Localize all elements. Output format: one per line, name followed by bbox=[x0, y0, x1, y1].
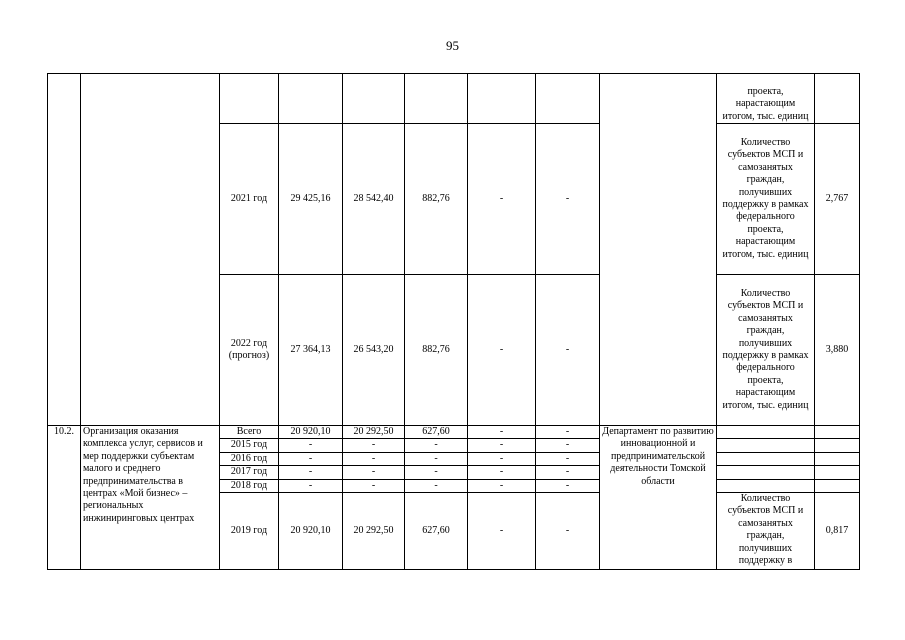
cell-fed: - bbox=[343, 479, 405, 492]
cell-value bbox=[815, 452, 860, 465]
cell-year: 2021 год bbox=[220, 124, 279, 275]
cell-indicator bbox=[717, 74, 815, 124]
cell-indicator: Количество субъектов МСП и самозанятых граждан, получивших поддержку в рамках федерального проекта, нарастающим итогом, тыс. единиц bbox=[717, 275, 815, 426]
cell-name: Организация оказания комплекса услуг, сервисов и мер поддержки субъектам малого и среднего предпринимательства в центрах «Мой бизнес» – региональных инжиниринговых центрах bbox=[81, 426, 220, 570]
cell-total: 29 425,16 bbox=[279, 124, 343, 275]
cell-total: 20 920,10 bbox=[279, 426, 343, 439]
cell-total: - bbox=[279, 452, 343, 465]
cell-year: 2018 год bbox=[220, 479, 279, 492]
indicator-text: проекта, нарастающим итогом, тыс. единиц bbox=[722, 85, 809, 122]
indicator-text: Количество субъектов МСП и самозанятых граждан, получивших поддержку в bbox=[727, 493, 804, 567]
cell-reg: 882,76 bbox=[405, 275, 468, 426]
table-row bbox=[48, 74, 860, 124]
cell-reg: 627,60 bbox=[405, 493, 468, 570]
cell-other bbox=[536, 74, 600, 124]
cell-reg: - bbox=[405, 439, 468, 452]
cell-other: - bbox=[536, 466, 600, 479]
cell-local: - bbox=[468, 439, 536, 452]
cell-total: - bbox=[279, 479, 343, 492]
cell-other: - bbox=[536, 275, 600, 426]
cell-indicator bbox=[717, 493, 815, 570]
cell-other: - bbox=[536, 124, 600, 275]
cell-local: - bbox=[468, 479, 536, 492]
cell-year: Всего bbox=[220, 426, 279, 439]
cell-fed: 26 543,20 bbox=[343, 275, 405, 426]
cell-fed bbox=[343, 74, 405, 124]
cell-year: 2017 год bbox=[220, 466, 279, 479]
cell-year: 2019 год bbox=[220, 493, 279, 570]
table-row bbox=[48, 426, 860, 439]
cell-indicator bbox=[717, 452, 815, 465]
cell-reg: - bbox=[405, 479, 468, 492]
cell-fed: - bbox=[343, 439, 405, 452]
cell-value: 3,880 bbox=[815, 275, 860, 426]
cell-reg: 882,76 bbox=[405, 124, 468, 275]
cell-other: - bbox=[536, 479, 600, 492]
cell-local: - bbox=[468, 426, 536, 439]
cell-indicator bbox=[717, 439, 815, 452]
cell-total: - bbox=[279, 439, 343, 452]
cell-local: - bbox=[468, 493, 536, 570]
cell-fed: - bbox=[343, 452, 405, 465]
cell-reg: 627,60 bbox=[405, 426, 468, 439]
cell-local bbox=[468, 74, 536, 124]
cell-num: 10.2. bbox=[48, 426, 81, 570]
cell-local: - bbox=[468, 466, 536, 479]
cell-indicator bbox=[717, 466, 815, 479]
cell-reg: - bbox=[405, 452, 468, 465]
cell-year: 2015 год bbox=[220, 439, 279, 452]
cell-local: - bbox=[468, 452, 536, 465]
cell-year: 2022 год (прогноз) bbox=[220, 275, 279, 426]
cell-name bbox=[81, 74, 220, 426]
cell-value bbox=[815, 74, 860, 124]
cell-total bbox=[279, 74, 343, 124]
cell-reg bbox=[405, 74, 468, 124]
cell-indicator bbox=[717, 479, 815, 492]
cell-year bbox=[220, 74, 279, 124]
cell-executor bbox=[600, 74, 717, 426]
cell-fed: 20 292,50 bbox=[343, 426, 405, 439]
page-number: 95 bbox=[446, 38, 459, 53]
cell-num bbox=[48, 74, 81, 426]
cell-value bbox=[815, 479, 860, 492]
cell-value: 0,817 bbox=[815, 493, 860, 570]
cell-fed: 28 542,40 bbox=[343, 124, 405, 275]
cell-other: - bbox=[536, 493, 600, 570]
cell-local: - bbox=[468, 124, 536, 275]
cell-value bbox=[815, 426, 860, 439]
cell-value: 2,767 bbox=[815, 124, 860, 275]
cell-other: - bbox=[536, 452, 600, 465]
cell-reg: - bbox=[405, 466, 468, 479]
cell-value bbox=[815, 466, 860, 479]
cell-fed: 20 292,50 bbox=[343, 493, 405, 570]
cell-executor: Департамент по развитию инновационной и предпринимательской деятельности Томской области bbox=[600, 426, 717, 570]
cell-indicator bbox=[717, 426, 815, 439]
cell-local: - bbox=[468, 275, 536, 426]
cell-total: - bbox=[279, 466, 343, 479]
cell-fed: - bbox=[343, 466, 405, 479]
cell-value bbox=[815, 439, 860, 452]
program-table bbox=[47, 73, 860, 570]
cell-year: 2016 год bbox=[220, 452, 279, 465]
cell-indicator: Количество субъектов МСП и самозанятых граждан, получивших поддержку в рамках федерального проекта, нарастающим итогом, тыс. единиц bbox=[717, 124, 815, 275]
cell-other: - bbox=[536, 439, 600, 452]
cell-total: 27 364,13 bbox=[279, 275, 343, 426]
cell-total: 20 920,10 bbox=[279, 493, 343, 570]
cell-other: - bbox=[536, 426, 600, 439]
